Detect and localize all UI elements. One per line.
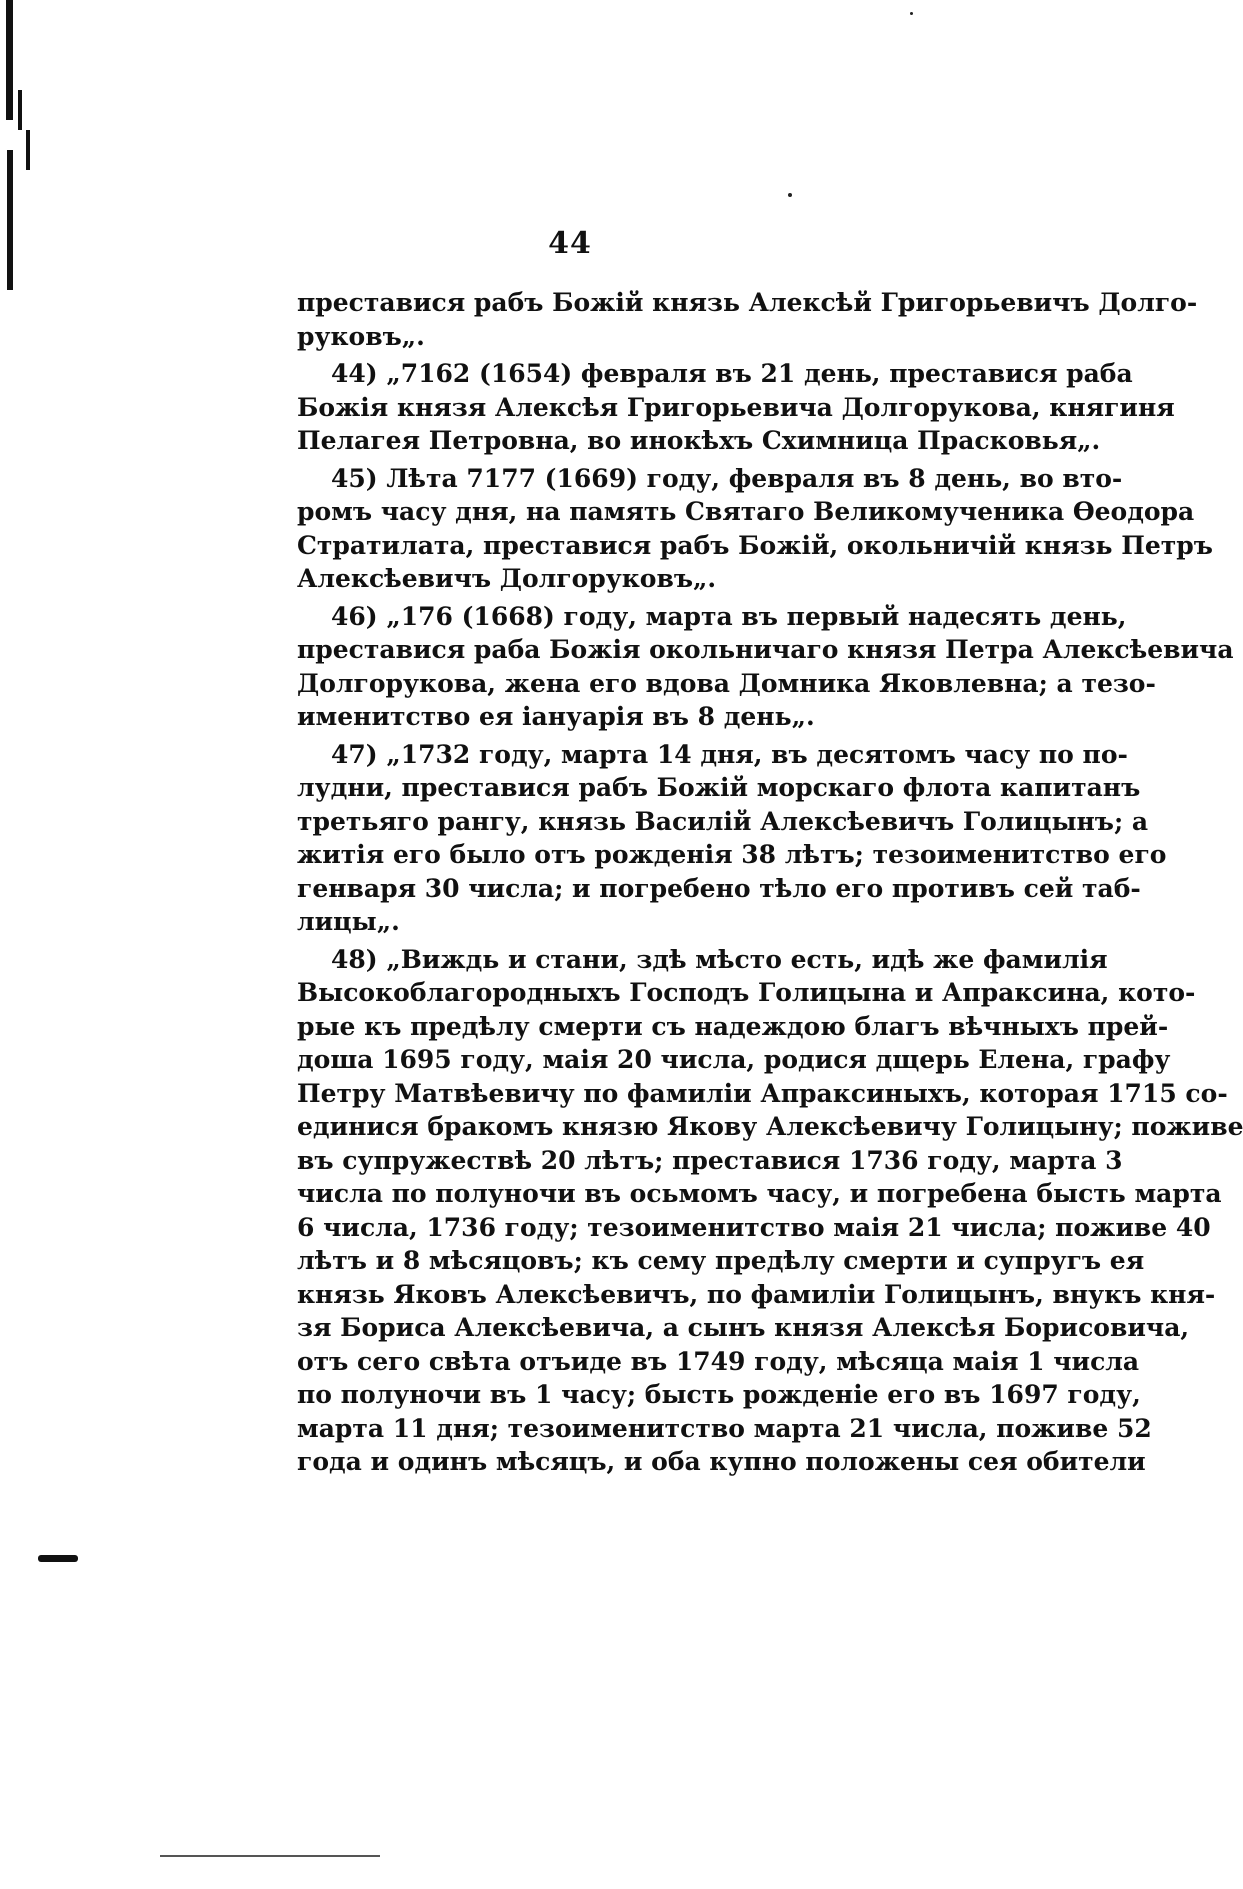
text-line: руковъ„. (297, 321, 425, 351)
text-line: года и одинъ мѣсяцъ, и оба купно положены сея обители (297, 1447, 1146, 1476)
text-line: преставися раба Божія окольничаго князя Петра Алексѣевича (297, 635, 1234, 664)
scan-edge-mark (7, 150, 13, 290)
text-line: Стратилата, преставися рабъ Божій, окольничій князь Петръ (297, 530, 1213, 560)
text-line: въ супружествѣ 20 лѣтъ; преставися 1736 году, марта 3 (297, 1145, 1123, 1175)
text-line: Пелагея Петровна, во инокѣхъ Схимница Прасковья„. (297, 426, 1101, 455)
text-line: по полуночи въ 1 часу; бысть рожденіе его въ 1697 году, (297, 1380, 1141, 1409)
text-line: рые къ предѣлу смерти съ надеждою благъ вѣчныхъ прей- (297, 1011, 1169, 1041)
scan-bottom-line (160, 1855, 380, 1857)
text-line: лудни, преставися рабъ Божій морскаго флота капитанъ (297, 773, 1141, 802)
text-line: ромъ часу дня, на память Святаго Великомученика Ѳеодора (297, 497, 1195, 526)
text-line: генваря 30 числа; и погребено тѣло его противъ сей таб- (297, 873, 1141, 903)
text-line: 46) „176 (1668) году, марта въ первый надесять день, (331, 601, 1127, 631)
page-number: 44 (548, 226, 592, 261)
text-line: Божія князя Алексѣя Григорьевича Долгорукова, княгиня (297, 392, 1175, 422)
scan-edge-mark (18, 90, 22, 130)
text-line: единися бракомъ князю Якову Алексѣевичу Голицыну; поживе (297, 1112, 1243, 1141)
text-line: князь Яковъ Алексѣевичъ, по фамиліи Голицынъ, внукъ кня- (297, 1279, 1216, 1309)
scan-edge-dash (38, 1555, 78, 1562)
text-line: лицы„. (297, 907, 400, 936)
scan-speck (788, 193, 792, 197)
scan-edge-mark (6, 0, 13, 120)
text-line: 47) „1732 году, марта 14 дня, въ десятомъ часу по по- (331, 739, 1128, 769)
scan-edge-mark (26, 130, 30, 170)
text-line: зя Бориса Алексѣевича, а сынъ князя Алексѣя Борисовича, (297, 1313, 1190, 1342)
text-line: 44) „7162 (1654) февраля въ 21 день, преставися раба (331, 359, 1133, 388)
text-line: 45) Лѣта 7177 (1669) году, февраля въ 8 день, во вто- (331, 463, 1123, 493)
text-line: Долгорукова, жена его вдова Домника Яковлевна; а тезо- (297, 668, 1156, 698)
body-text (297, 286, 1243, 1479)
text-line: именитство ея іануарія въ 8 день„. (297, 702, 815, 731)
text-line: числа по полуночи въ осьмомъ часу, и погребена бысть марта (297, 1179, 1222, 1208)
text-line: 6 числа, 1736 году; тезоименитство маія 21 числа; поживе 40 (297, 1212, 1211, 1242)
text-line: лѣтъ и 8 мѣсяцовъ; къ сему предѣлу смерти и супругъ ея (297, 1246, 1145, 1275)
text-line: 48) „Виждь и стани, здѣ мѣсто есть, идѣ же фамилія (331, 944, 1108, 974)
text-line: марта 11 дня; тезоименитство марта 21 числа, поживе 52 (297, 1413, 1152, 1443)
text-line: Алексѣевичъ Долгоруковъ„. (297, 564, 717, 593)
scan-speck (910, 12, 913, 15)
text-line: третьяго рангу, князь Василій Алексѣевичъ Голицынъ; а (297, 806, 1149, 836)
text-line: доша 1695 году, маія 20 числа, родися дщерь Елена, графу (297, 1045, 1171, 1074)
text-line: Петру Матвѣевичу по фамиліи Апраксиныхъ, которая 1715 со- (297, 1078, 1228, 1108)
text-line: Высокоблагородныхъ Господъ Голицына и Апраксина, кото- (297, 978, 1196, 1007)
text-line: житія его было отъ рожденія 38 лѣтъ; тезоименитство его (297, 840, 1167, 869)
text-line: отъ сего свѣта отъиде въ 1749 году, мѣсяца маія 1 числа (297, 1346, 1140, 1376)
text-line: преставися рабъ Божій князь Алексѣй Григорьевичъ Долго- (297, 288, 1198, 317)
